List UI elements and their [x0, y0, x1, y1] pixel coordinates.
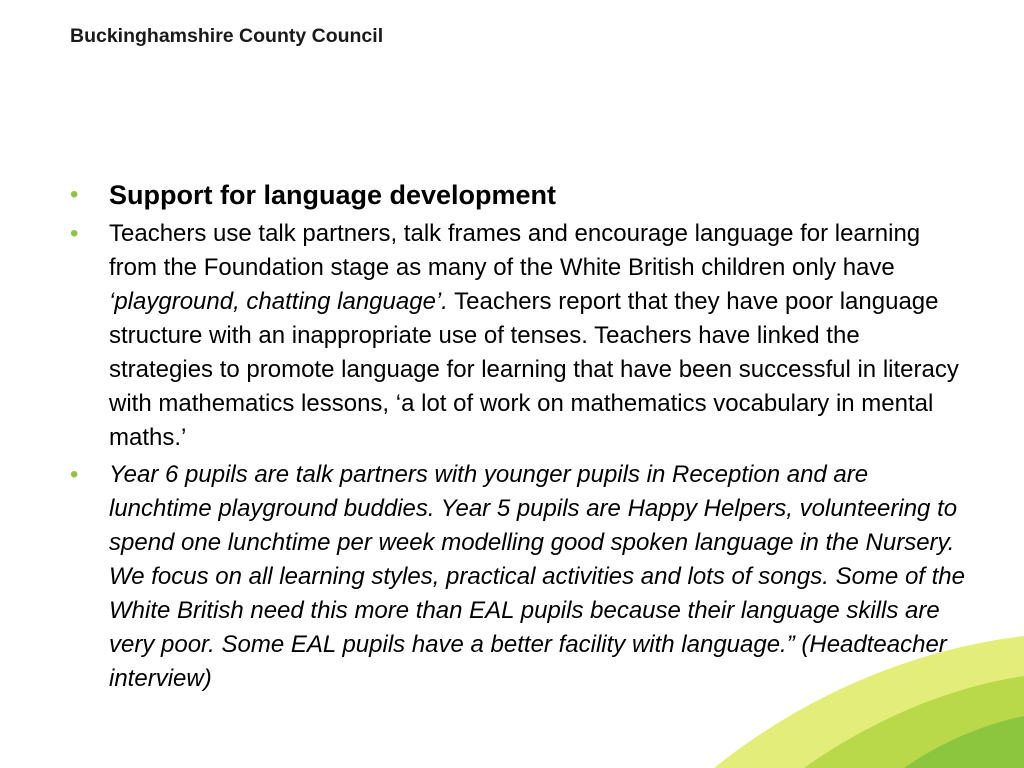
headteacher-quote: Year 6 pupils are talk partners with younger pupils in Reception and are lunchtime playground buddies. Year 5 pupils are Happy Helpers, volunteering to spend one lunchtime per week modelling good spoken language in the Nursery. We focus on all learning styles, practical activities and lots of songs. Some of the White British need this more than EAL pupils because their language skills are very poor. Some EAL pupils have a better facility with language.” (Headteacher interview): [109, 461, 965, 692]
bullet-dot-icon: •: [70, 181, 79, 208]
bullet-item-heading: [70, 178, 970, 214]
bullet-item-teachers: [70, 217, 970, 455]
bullet-list: [70, 178, 970, 696]
section-heading: Support for language development: [109, 180, 557, 210]
teachers-text-part2: Teachers report that they have poor language structure with an inappropriate use of tenses. Teachers have linked the strategies to promote language for learning that have been successful in literacy with mathematics lessons, ‘a lot of work on mathematics vocabulary in mental maths.’: [109, 288, 959, 451]
bullet-dot-icon: •: [70, 220, 79, 247]
decorative-swoosh: [694, 628, 1024, 768]
organisation-title: Buckinghamshire County Council: [70, 25, 384, 47]
bullet-dot-icon: •: [70, 461, 79, 488]
teachers-text-part1: Teachers use talk partners, talk frames and encourage language for learning from the Foundation stage as many of the White British children only have: [109, 220, 921, 281]
teachers-quote: ‘playground, chatting language’.: [109, 288, 448, 315]
slide-body: [70, 178, 970, 699]
